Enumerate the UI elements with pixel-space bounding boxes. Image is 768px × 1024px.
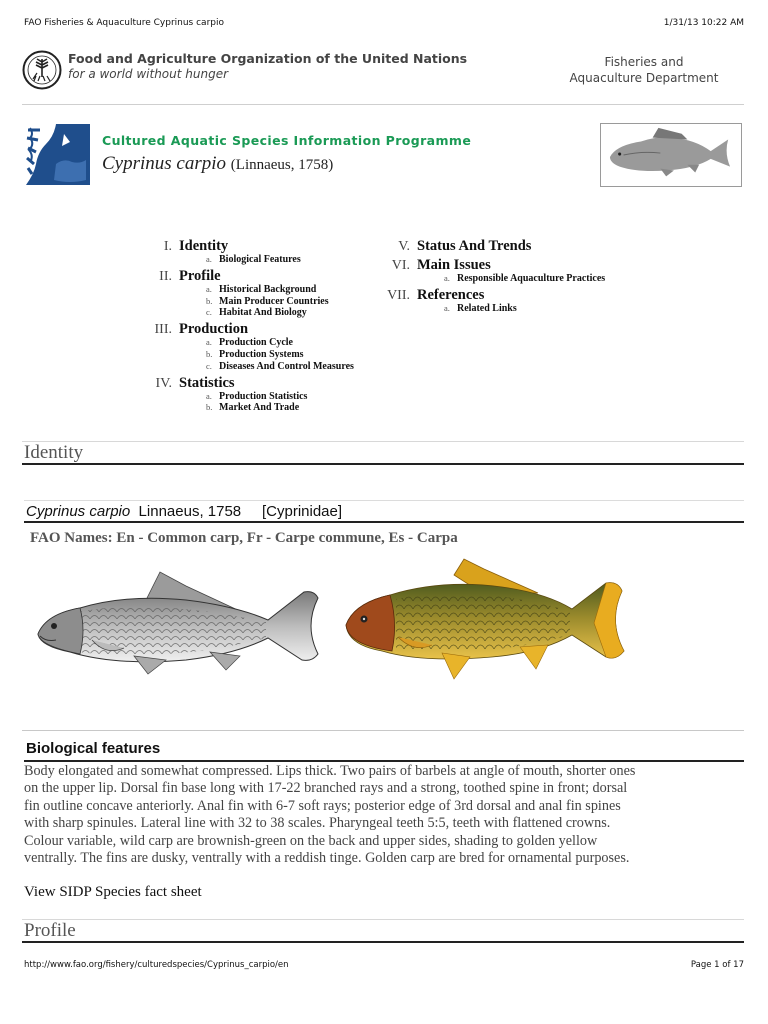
toc-sub-letter: c. [206, 307, 212, 318]
toc-number: IV. [155, 375, 172, 391]
toc-link-production-cycle[interactable]: Production Cycle [219, 337, 293, 349]
profile-heading: Profile [24, 920, 76, 941]
biological-text-line: Body elongated and somewhat compressed. Lips thick. Two pairs of barbels at angle of mouth, shorter ones [24, 763, 636, 779]
toc-number: I. [163, 239, 172, 254]
toc-sub-letter: a. [206, 390, 212, 401]
toc-link-responsible-aquaculture[interactable]: Responsible Aquaculture Practices [457, 273, 606, 284]
toc-number: VII. [387, 287, 410, 303]
species-line [26, 503, 342, 520]
species-thumbnail[interactable] [600, 123, 742, 187]
toc-link-main-issues[interactable]: Main Issues [417, 257, 491, 273]
toc-link-profile[interactable]: Profile [179, 267, 221, 284]
profile-top-rule [22, 919, 744, 920]
toc-column-right [380, 238, 670, 317]
biological-heading: Biological features [26, 740, 161, 757]
toc-sub-letter: c. [206, 360, 212, 371]
toc-link-habitat-and-biology[interactable]: Habitat And Biology [219, 307, 307, 319]
print-page-title: FAO Fisheries & Aquaculture Cyprinus carpio [24, 18, 224, 28]
biological-text-line: with sharp spinules. Lateral line with 32 to 38 scales. Pharyngeal teeth 5:5, teeth with flattened crowns. [24, 815, 611, 832]
banner-divider [22, 104, 744, 105]
biological-description [24, 763, 746, 867]
identity-top-rule [22, 441, 744, 442]
toc-link-diseases-and-control[interactable]: Diseases And Control Measures [219, 360, 354, 372]
toc-sub-letter: b. [206, 295, 213, 306]
casip-logo-icon [26, 124, 90, 185]
toc-section-production [150, 321, 400, 372]
species-authority: (Linnaeus, 1758) [230, 157, 334, 173]
print-header [24, 18, 744, 32]
biological-text-line: on the upper lip. Dorsal fin base long with 17-22 branched rays and a strong, toothed spine in front; dorsal [24, 780, 628, 797]
toc-number: II. [159, 268, 172, 284]
toc-link-references[interactable]: References [417, 286, 485, 303]
programme-header [24, 122, 744, 192]
toc-link-statistics[interactable]: Statistics [179, 374, 235, 391]
toc-section-main-issues [380, 257, 670, 285]
fao-names: FAO Names: En - Common carp, Fr - Carpe commune, Es - Carpa [30, 530, 458, 546]
biological-text-line: ventrally. The fins are dusky, ventrally with a reddish tinge. Golden carp are bred for ornamental purposes. [24, 850, 630, 867]
toc-number: VI. [391, 258, 410, 273]
programme-title[interactable]: Cultured Aquatic Species Information Programme [102, 133, 472, 148]
carp-photo-icon [332, 553, 644, 701]
toc-link-related-links[interactable]: Related Links [457, 302, 517, 314]
carp-thumbnail-icon [601, 124, 741, 186]
toc-sub-letter: b. [206, 402, 213, 413]
toc-sub-letter: a. [206, 337, 212, 348]
toc-link-market-and-trade[interactable]: Market And Trade [219, 402, 300, 414]
toc-sub-letter: a. [444, 273, 450, 283]
toc-section-identity [150, 238, 400, 266]
biological-text-line: fin outline concave anteriorly. Anal fin with 6-7 soft rays; posterior edge of 3rd dorsal and anal fin spines [24, 797, 621, 814]
toc-section-status [380, 238, 670, 255]
toc-number: III. [154, 322, 172, 338]
carp-drawing-icon [36, 570, 320, 682]
fao-logo-icon[interactable] [22, 50, 62, 90]
toc-sub-letter: b. [206, 348, 213, 359]
toc-link-main-producer-countries[interactable]: Main Producer Countries [219, 295, 329, 307]
identity-bottom-rule [22, 463, 744, 465]
toc-sub-letter: a. [206, 283, 212, 294]
toc-link-identity[interactable]: Identity [179, 238, 229, 254]
toc-link-historical-background[interactable]: Historical Background [219, 283, 317, 295]
biological-text-line: Colour variable, wild carp are brownish-green on the back and upper sides, shading to golden yellow [24, 832, 598, 849]
identity-heading: Identity [24, 442, 84, 463]
species-title [102, 153, 333, 175]
toc-link-biological-features[interactable]: Biological Features [219, 254, 301, 265]
department-name[interactable] [544, 54, 744, 86]
toc-link-production[interactable]: Production [179, 321, 249, 338]
sidp-fact-sheet-link[interactable]: View SIDP Species fact sheet [24, 884, 202, 900]
department-line-1: Fisheries and [604, 55, 684, 69]
profile-bottom-rule [22, 941, 744, 943]
toc-link-production-statistics[interactable]: Production Statistics [219, 390, 308, 402]
toc-number: V. [398, 239, 410, 254]
fao-tagline: for a world without hunger [68, 67, 229, 81]
toc-column-left [150, 238, 400, 416]
toc-sub-letter: a. [206, 254, 212, 264]
toc-section-profile [150, 268, 400, 319]
toc-link-production-systems[interactable]: Production Systems [219, 348, 304, 360]
print-datetime: 1/31/13 10:22 AM [663, 18, 744, 28]
toc-section-statistics [150, 375, 400, 415]
toc-link-status-and-trends[interactable]: Status And Trends [417, 238, 532, 254]
page-url: http://www.fao.org/fishery/culturedspecies/Cyprinus_carpio/en [24, 960, 289, 970]
page-number: Page 1 of 17 [690, 960, 744, 970]
species-bar-name: Cyprinus carpio [26, 503, 131, 520]
toc-section-references [380, 287, 670, 315]
fao-org-name[interactable]: Food and Agriculture Organization of the United Nations [68, 51, 468, 66]
biological-top-rule [22, 730, 744, 731]
species-bar [24, 500, 744, 523]
species-bar-authority: Linnaeus, 1758 [Cyprinidae] [130, 503, 343, 520]
toc-sub-letter: a. [444, 302, 450, 313]
species-name: Cyprinus carpio [102, 153, 227, 174]
biological-header [24, 740, 744, 762]
fao-banner [22, 50, 744, 105]
department-line-2: Aquaculture Department [569, 71, 719, 85]
